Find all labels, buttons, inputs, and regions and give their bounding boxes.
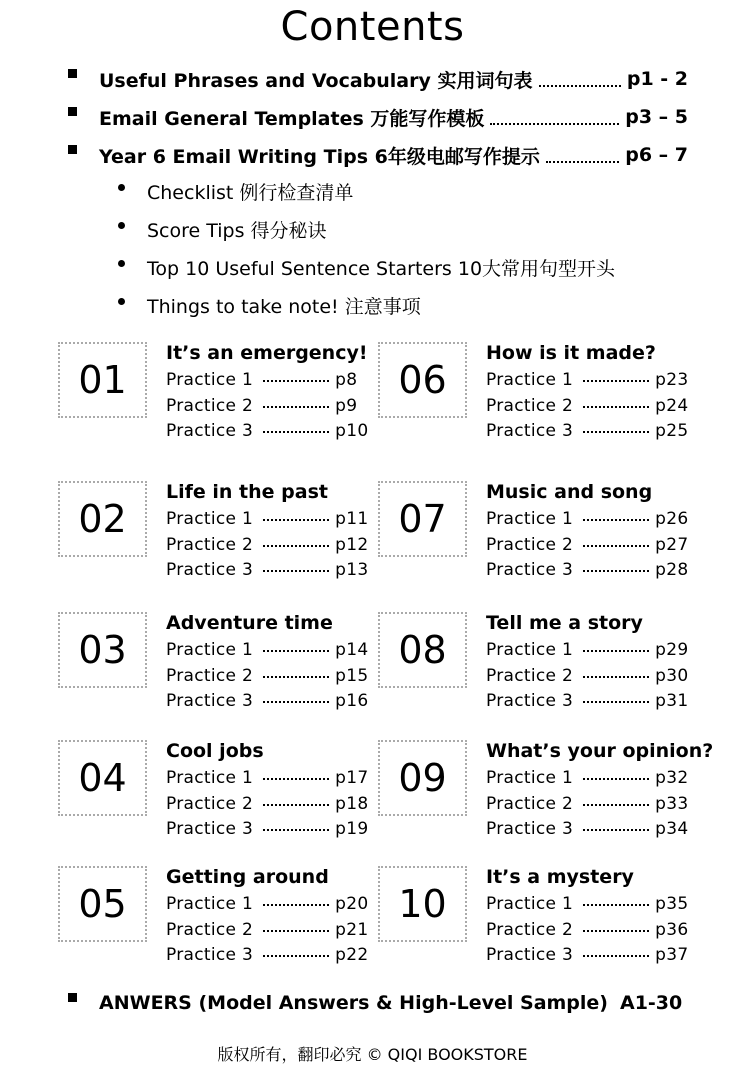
unit-number: 05 bbox=[58, 866, 147, 942]
unit-number: 09 bbox=[378, 740, 467, 816]
practice-link[interactable]: Practice 3 p22 bbox=[166, 945, 369, 965]
practice-link[interactable]: Practice 3 p34 bbox=[486, 819, 689, 839]
dot-leader bbox=[539, 84, 621, 87]
practice-link[interactable]: Practice 3 p16 bbox=[166, 691, 369, 711]
practice-link[interactable]: Practice 3 p19 bbox=[166, 819, 369, 839]
sub-item-label: Checklist 例行检查清单 bbox=[147, 181, 354, 204]
unit-title: Life in the past bbox=[166, 481, 328, 503]
unit-block[interactable] bbox=[378, 612, 708, 722]
practice-link[interactable]: Practice 2 p18 bbox=[166, 794, 369, 814]
sub-item-label: Things to take note! 注意事项 bbox=[147, 295, 421, 318]
sub-item-label: Score Tips 得分秘诀 bbox=[147, 219, 327, 242]
practice-link[interactable]: Practice 3 p25 bbox=[486, 421, 689, 441]
main-item-label: Useful Phrases and Vocabulary 实用词句表 bbox=[99, 69, 533, 92]
main-item-label: Email General Templates 万能写作模板 bbox=[99, 107, 485, 130]
unit-title: Adventure time bbox=[166, 612, 333, 634]
dot-bullet-icon bbox=[118, 260, 125, 267]
practice-link[interactable]: Practice 3 p13 bbox=[166, 560, 369, 580]
practice-link[interactable]: Practice 2 p27 bbox=[486, 535, 689, 555]
unit-title: Cool jobs bbox=[166, 740, 264, 762]
practice-link[interactable]: Practice 2 p21 bbox=[166, 920, 369, 940]
main-contents-list bbox=[68, 60, 688, 174]
practice-link[interactable]: Practice 1 p17 bbox=[166, 768, 369, 788]
copyright-footer: 版权所有，翻印必究 © QIQI BOOKSTORE bbox=[217, 1045, 528, 1064]
practice-link[interactable]: Practice 3 p10 bbox=[166, 421, 369, 441]
practice-link[interactable]: Practice 1 p35 bbox=[486, 894, 689, 914]
unit-number: 02 bbox=[58, 481, 147, 557]
practice-link[interactable]: Practice 3 p31 bbox=[486, 691, 689, 711]
practice-link[interactable]: Practice 1 p29 bbox=[486, 640, 689, 660]
page-title: Contents bbox=[280, 4, 465, 50]
practice-link[interactable]: Practice 3 p37 bbox=[486, 945, 689, 965]
practice-link[interactable]: Practice 1 p26 bbox=[486, 509, 689, 529]
unit-block[interactable] bbox=[378, 481, 708, 591]
unit-block[interactable] bbox=[58, 866, 388, 976]
main-item-page: p3 – 5 bbox=[625, 106, 688, 128]
unit-title: Tell me a story bbox=[486, 612, 643, 634]
sub-item[interactable] bbox=[118, 286, 615, 324]
main-item[interactable] bbox=[68, 136, 688, 174]
practice-link[interactable]: Practice 1 p20 bbox=[166, 894, 369, 914]
practice-link[interactable]: Practice 2 p9 bbox=[166, 396, 358, 416]
unit-title: It’s an emergency! bbox=[166, 342, 368, 364]
unit-number: 10 bbox=[378, 866, 467, 942]
main-item-page: p6 – 7 bbox=[625, 144, 688, 166]
practice-link[interactable]: Practice 3 p28 bbox=[486, 560, 689, 580]
practice-link[interactable]: Practice 1 p32 bbox=[486, 768, 689, 788]
unit-number: 08 bbox=[378, 612, 467, 688]
unit-block[interactable] bbox=[378, 342, 708, 452]
unit-title: Getting around bbox=[166, 866, 329, 888]
unit-block[interactable] bbox=[378, 866, 708, 976]
unit-number: 06 bbox=[378, 342, 467, 418]
answers-page: A1-30 bbox=[620, 992, 683, 1014]
dot-bullet-icon bbox=[118, 184, 125, 191]
main-item-page: p1 - 2 bbox=[626, 68, 688, 90]
unit-block[interactable] bbox=[378, 740, 714, 850]
practice-link[interactable]: Practice 2 p33 bbox=[486, 794, 689, 814]
main-item-label: Year 6 Email Writing Tips 6年级电邮写作提示 bbox=[99, 145, 540, 168]
sub-item[interactable] bbox=[118, 172, 615, 210]
answers-label: ANWERS (Model Answers & High-Level Sample) bbox=[99, 992, 608, 1014]
sub-item[interactable] bbox=[118, 248, 615, 286]
unit-block[interactable] bbox=[58, 612, 388, 722]
dot-bullet-icon bbox=[118, 222, 125, 229]
unit-block[interactable] bbox=[58, 481, 388, 591]
square-bullet-icon bbox=[68, 993, 77, 1002]
unit-title: Music and song bbox=[486, 481, 653, 503]
square-bullet-icon bbox=[68, 69, 77, 78]
answers-item[interactable] bbox=[68, 992, 683, 1014]
sub-contents-list bbox=[118, 172, 615, 324]
dot-leader bbox=[546, 160, 619, 163]
sub-item-label: Top 10 Useful Sentence Starters 10大常用句型开头 bbox=[147, 257, 616, 280]
practice-link[interactable]: Practice 2 p30 bbox=[486, 666, 689, 686]
unit-title: It’s a mystery bbox=[486, 866, 634, 888]
practice-link[interactable]: Practice 1 p11 bbox=[166, 509, 369, 529]
unit-number: 07 bbox=[378, 481, 467, 557]
sub-item[interactable] bbox=[118, 210, 615, 248]
unit-number: 03 bbox=[58, 612, 147, 688]
practice-link[interactable]: Practice 2 p36 bbox=[486, 920, 689, 940]
dot-leader bbox=[490, 122, 619, 125]
practice-link[interactable]: Practice 2 p12 bbox=[166, 535, 369, 555]
main-item[interactable] bbox=[68, 60, 688, 98]
unit-title: How is it made? bbox=[486, 342, 656, 364]
unit-number: 04 bbox=[58, 740, 147, 816]
unit-number: 01 bbox=[58, 342, 147, 418]
practice-link[interactable]: Practice 2 p15 bbox=[166, 666, 369, 686]
practice-link[interactable]: Practice 1 p8 bbox=[166, 370, 358, 390]
unit-title: What’s your opinion? bbox=[486, 740, 714, 762]
square-bullet-icon bbox=[68, 107, 77, 116]
practice-link[interactable]: Practice 2 p24 bbox=[486, 396, 689, 416]
square-bullet-icon bbox=[68, 145, 77, 154]
unit-block[interactable] bbox=[58, 342, 388, 452]
dot-bullet-icon bbox=[118, 298, 125, 305]
practice-link[interactable]: Practice 1 p14 bbox=[166, 640, 369, 660]
practice-link[interactable]: Practice 1 p23 bbox=[486, 370, 689, 390]
main-item[interactable] bbox=[68, 98, 688, 136]
unit-block[interactable] bbox=[58, 740, 388, 850]
